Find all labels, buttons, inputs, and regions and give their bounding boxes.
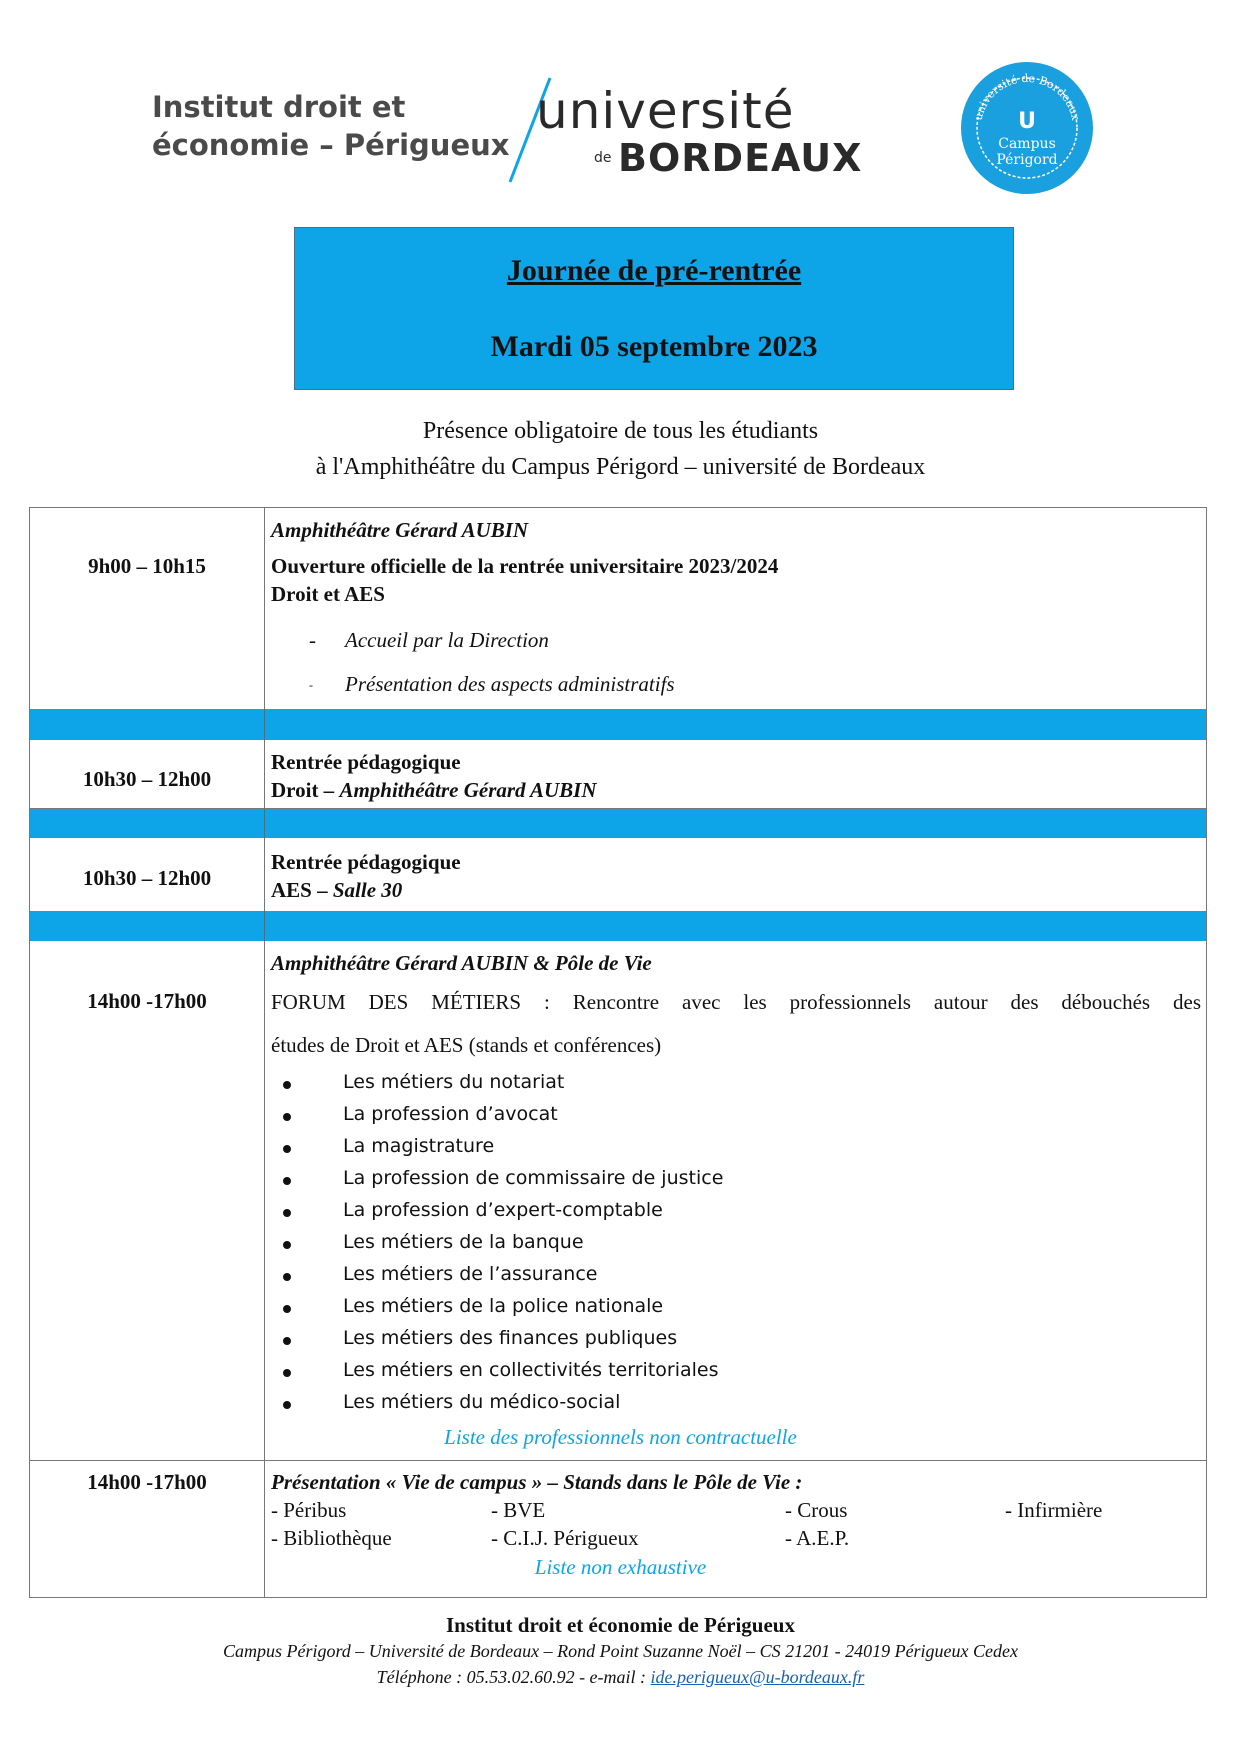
footer-institute-name: Institut droit et économie de Périgueux [446,1613,795,1637]
forum-line-2: études de Droit et AES (stands et conférences) [271,1033,662,1057]
professionals-note: Liste des professionnels non contractuelle [444,1425,797,1449]
row4-location: Amphithéâtre Gérard AUBIN & Pôle de Vie [271,951,652,975]
stand-crous: - Crous [785,1498,848,1522]
seal-letter: U [1018,109,1036,134]
stand-bve: - BVE [491,1498,546,1522]
bullet-icon [283,1081,291,1089]
row2-subtitle [271,778,1201,803]
separator-band [30,709,1206,740]
stand-aep: - A.E.P. [785,1526,850,1550]
row1-time: 9h00 – 10h15 [88,554,206,578]
stand-infirmiere: - Infirmière [1005,1498,1103,1522]
institute-logo [152,88,512,164]
row5-title: Présentation « Vie de campus » – Stands dans le Pôle de Vie : [271,1470,803,1494]
bullet-icon [283,1145,291,1153]
seal-arc-text: université de Bordeaux [971,71,1083,122]
row3-sub-italic: Salle 30 [332,878,403,902]
row1-location: Amphithéâtre Gérard AUBIN [271,518,529,542]
row3-title: Rentrée pédagogique [271,850,461,874]
row3-subtitle [271,878,1201,903]
row2-title: Rentrée pédagogique [271,750,461,774]
event-date: Mardi 05 septembre 2023 [490,330,818,363]
row2-time: 10h30 – 12h00 [82,767,212,791]
page-title: Journée de pré-rentrée [506,254,802,287]
logo-universite-text: université [536,82,795,140]
stand-cij-perigueux: - C.I.J. Périgueux [491,1526,639,1550]
row1-item-2-text: Présentation des aspects administratifs [345,672,675,696]
bullet-icon [283,1209,291,1217]
footer-address: Campus Périgord – Université de Bordeaux – Rond Point Suzanne Noël – CS 21201 - 24019 Périgueux Cedex [222,1641,1019,1661]
row3-time: 10h30 – 12h00 [82,866,212,890]
institute-logo-line2: économie – Périgueux [152,128,510,162]
bullet-icon [283,1401,291,1409]
row1-subtitle: Droit et AES [271,582,385,606]
row1-item-1-text: Accueil par la Direction [345,628,549,652]
row1-title: Ouverture officielle de la rentrée universitaire 2023/2024 [271,554,779,578]
bullet-icon [283,1113,291,1121]
university-bordeaux-logo [506,74,863,186]
footer-contact [0,1667,1241,1688]
intro-line-2: à l'Amphithéâtre du Campus Périgord – université de Bordeaux [315,454,926,480]
footer-phone: Téléphone : 05.53.02.60.92 - e-mail : [376,1667,651,1687]
bullet-icon [283,1273,291,1281]
stands-note: Liste non exhaustive [534,1555,707,1579]
logo-de-text: de [594,150,612,166]
dash-marker: - [309,678,313,692]
seal-line2: Périgord [996,152,1058,168]
dash-marker: - [309,628,316,652]
row-divider [30,1460,1206,1461]
row2-sub-italic: Amphithéâtre Gérard AUBIN [339,778,597,802]
bullet-icon [283,1369,291,1377]
separator-band [30,911,1206,941]
bullet-icon [283,1177,291,1185]
seal-line1: Campus [998,136,1056,152]
separator-band [30,809,1206,838]
title-box [294,227,1014,390]
row2-sub-plain: Droit – [271,778,340,802]
bullet-icon [283,1337,291,1345]
institute-logo-line1: Institut droit et [152,90,406,124]
email-link[interactable]: ide.perigueux@u-bordeaux.fr [650,1667,865,1687]
stand-bibliotheque: - Bibliothèque [271,1526,392,1550]
bullet-icon [283,1305,291,1313]
row4-time: 14h00 -17h00 [87,989,207,1013]
campus-perigord-seal [959,60,1095,196]
row3-sub-plain: AES – [271,878,333,902]
logo-bordeaux-text: BORDEAUX [618,136,863,180]
row5-time: 14h00 -17h00 [87,1470,207,1494]
stand-peribus: - Péribus [271,1498,347,1522]
bullet-icon [283,1241,291,1249]
forum-line-1: FORUM DES MÉTIERS : Rencontre avec les professionnels autour des débouchés des [271,990,1201,1014]
intro-line-1: Présence obligatoire de tous les étudiants [422,418,819,444]
